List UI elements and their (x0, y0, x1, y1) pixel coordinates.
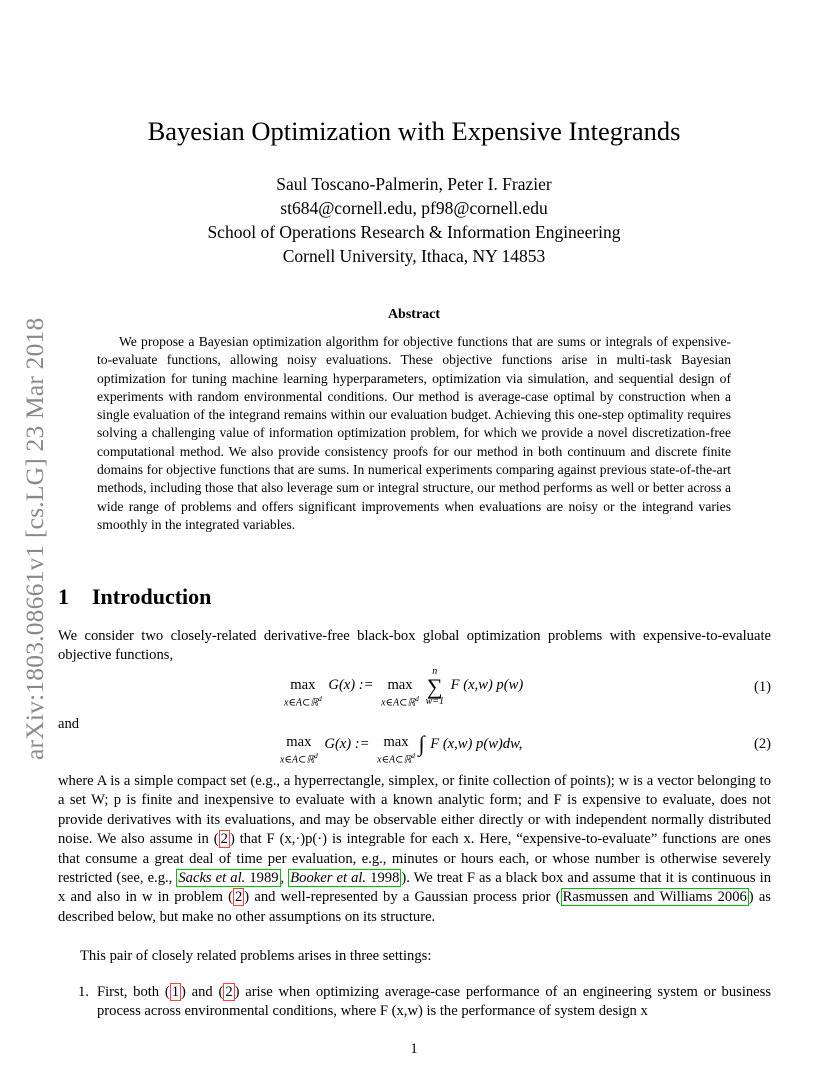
problem-description-paragraph (58, 772, 771, 927)
equation-1 (58, 667, 771, 711)
settings-intro-paragraph (58, 947, 771, 966)
equation-2-reference-b[interactable]: 2 (234, 889, 243, 906)
settings-intro-text: This pair of closely related problems arises in three settings: (80, 948, 432, 964)
page-number: 1 (410, 1041, 418, 1057)
section-heading (58, 584, 211, 610)
equation-1-number: (1) (753, 679, 771, 695)
list-item-text: First, both ( 1 ) and ( 2 ) arise when optimizing average-case performance of an engineering system or business process across environmental conditions, where F (x,w) is the performance of system design x (97, 984, 772, 1020)
intro-text: We consider two closely-related derivative-free black-box global optimization problems with expensive-to-evaluate objective functions, (58, 628, 771, 664)
author-names: Saul Toscano-Palmerin, Peter I. Frazier (276, 174, 552, 194)
abstract-heading: Abstract (387, 307, 441, 322)
section-title: Introduction (92, 584, 212, 609)
equation-2-math (280, 728, 522, 765)
author-department: School of Operations Research & Information Engineering (207, 222, 621, 242)
and-text: and (58, 716, 80, 732)
author-university: Cornell University, Ithaca, NY 14853 (282, 246, 546, 266)
section-number: 1 (58, 584, 69, 609)
summation-symbol: n ∑ w=1 (425, 666, 444, 707)
arxiv-identifier-stamp: arXiv:1803.08661v1 [cs.LG] 23 Mar 2018 (20, 317, 49, 760)
max-operator: max x∈A⊂ℝ$^d$ (284, 677, 322, 709)
integral-symbol: ∫ (418, 731, 425, 756)
max-operator-3: max x∈A⊂ℝ$^d$ (280, 734, 318, 766)
problem-description-text: where A is a simple compact set (e.g., a hyperrectangle, simplex, or finite collection of points); w is a vector belonging to a set W; p is finite and inexpensive to evaluate with a known analytic form; and F is expensive to evaluate, does not provide derivatives with its evaluations, and may be observable either directly or with independent normally distributed noise. We also assume in ( 2 ) that F (x,·)p(·) is integrable for each x. Here, “expensive-to-evaluate” functions are ones that consume a great deal of time per evaluation, e.g., minutes or hours each, or whose number is otherwise severely restricted (see, e.g., Sacks et al. 1989 , Booker et al. 1998 ). We treat F as a black box and assume that it is continuous in x and also in w in problem ( 2 ) and well-represented by a Gaussian process prior ( Rasmussen and Williams 2006 ) as described below, but make no other assumptions on its structure. (58, 773, 771, 925)
intro-paragraph (58, 627, 771, 666)
objective-lhs-2: G(x) := (324, 736, 370, 752)
abstract-text: We propose a Bayesian optimization algorithm for objective functions that are sums or integrals of expensive-to-evaluate functions, allowing noisy evaluations. These objective functions arise in multi-task Bayesian optimization for tuning machine learning hyperparameters, optimization via simulation, and sequential design of experiments with random environmental conditions. Our method is average-case optimal by construction when a single evaluation of the integrand remains within our evaluation budget. Achieving this one-step optimality requires solving a challenging value of information optimization problem, for which we provide a novel discretization-free computational method. We also provide consistency proofs for our method in both continuum and discrete finite domains for objective functions that are sums. In numerical experiments comparing against previous state-of-the-art methods, including those that also leverage sum or integral structure, our method performs as well or better across a wide range of problems and offers significant improvements when evaluations are noisy or the integrand varies smoothly in the integrated variables. (97, 334, 731, 532)
equation-2-number: (2) (753, 736, 771, 752)
citation-sacks[interactable]: Sacks et al. 1989 (178, 870, 279, 887)
citation-rasmussen[interactable]: Rasmussen and Williams 2006 (562, 889, 747, 906)
equation-1-math (284, 667, 523, 708)
max-operator-2: max x∈A⊂ℝ$^d$ (381, 677, 419, 709)
abstract-body (97, 333, 731, 534)
summand: F (x,w) p(w) (450, 677, 524, 693)
citation-booker[interactable]: Booker et al. 1998 (290, 870, 400, 887)
list-item-1 (78, 983, 771, 1022)
equation-2-reference-c[interactable]: 2 (225, 984, 233, 1000)
author-emails: st684@cornell.edu, pf98@cornell.edu (280, 198, 548, 218)
list-item-number: 1. (78, 984, 89, 1000)
author-block (0, 172, 828, 268)
equation-2 (58, 728, 771, 768)
integrand: F (x,w) p(w)dw, (430, 736, 523, 752)
paper-title: Bayesian Optimization with Expensive Integrands (147, 116, 681, 146)
equation-1-reference[interactable]: 1 (171, 984, 180, 1000)
equation-2-reference[interactable]: 2 (220, 831, 228, 848)
max-operator-4: max x∈A⊂ℝ$^d$ (377, 734, 415, 766)
objective-lhs: G(x) := (328, 677, 374, 693)
